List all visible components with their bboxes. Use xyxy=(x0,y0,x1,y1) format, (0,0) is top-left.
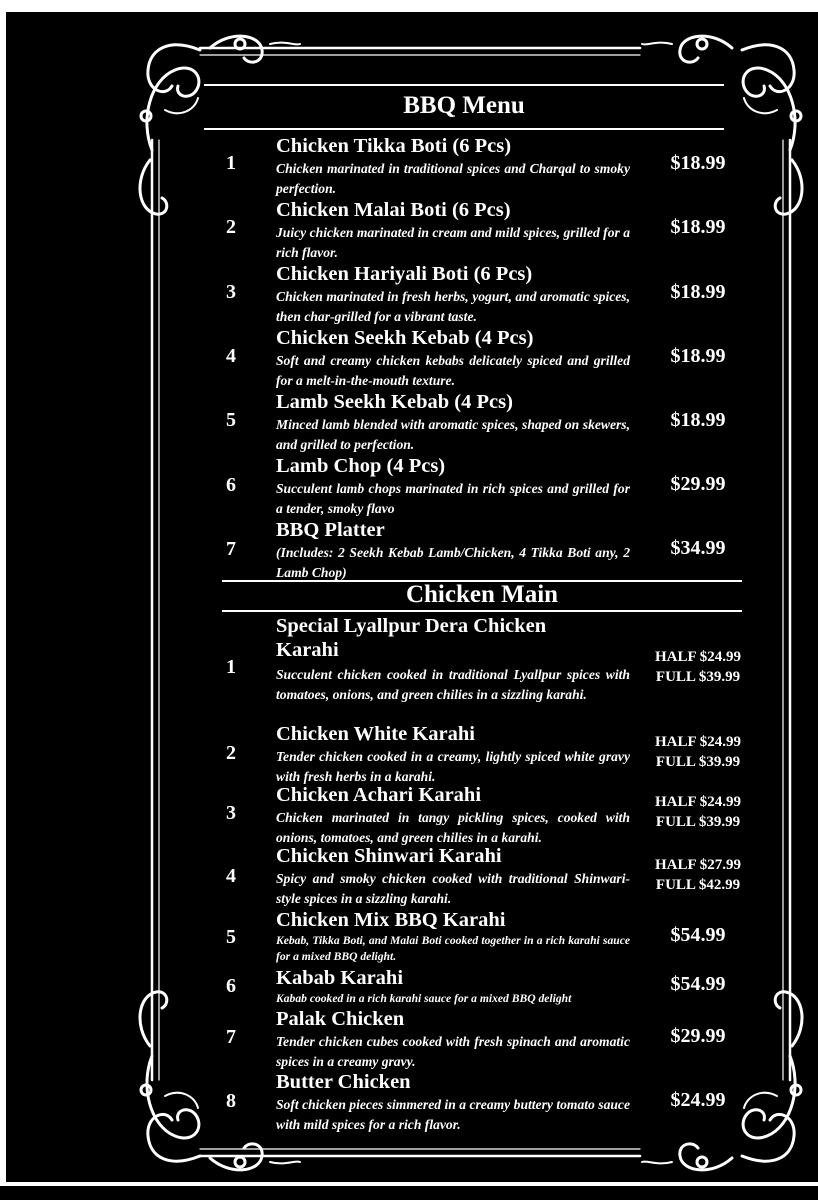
full-price: FULL $39.99 xyxy=(655,813,741,830)
title-rule-top xyxy=(204,84,724,86)
item-description: Chicken marinated in tangy pickling spices, cooked with onions, tomatoes, and green chilies in a karahi. xyxy=(276,810,630,845)
item-price: $29.99 xyxy=(670,1025,726,1047)
full-price: FULL $39.99 xyxy=(655,753,741,770)
item-name: Chicken White Karahi xyxy=(276,723,475,745)
item-number: 6 xyxy=(226,474,236,496)
section-title-bbq: BBQ Menu xyxy=(403,92,525,119)
item-description: (Includes: 2 Seekh Kebab Lamb/Chicken, 4 Tikka Boti any, 2 Lamb Chop) xyxy=(276,545,630,580)
item-price: $18.99 xyxy=(670,345,726,367)
item-name: Chicken Mix BBQ Karahi xyxy=(276,909,506,931)
item-description: Chicken marinated in traditional spices and Charqal to smoky perfection. xyxy=(276,161,630,196)
item-description: Juicy chicken marinated in cream and mild spices, grilled for a rich flavor. xyxy=(276,225,630,260)
item-description: Chicken marinated in fresh herbs, yogurt, and aromatic spices, then char-grilled for a vibrant taste. xyxy=(276,289,630,324)
item-name: Lamb Seekh Kebab (4 Pcs) xyxy=(276,391,513,413)
item-name: BBQ Platter xyxy=(276,519,385,541)
item-number: 7 xyxy=(226,538,236,560)
item-name: Chicken Malai Boti (6 Pcs) xyxy=(276,199,511,221)
item-number: 3 xyxy=(226,281,236,303)
item-number: 2 xyxy=(226,216,236,238)
item-price: $29.99 xyxy=(670,473,726,495)
item-price: $18.99 xyxy=(670,409,726,431)
item-name: Special Lyallpur Dera Chicken Karahi xyxy=(276,615,547,661)
item-number: 5 xyxy=(226,409,236,431)
section-title-chicken-main: Chicken Main xyxy=(405,581,559,608)
item-price: $54.99 xyxy=(670,924,726,946)
item-description: Kabab cooked in a rich karahi sauce for a mixed BBQ delight xyxy=(276,992,572,1005)
item-name: Butter Chicken xyxy=(276,1071,411,1093)
item-name: Lamb Chop (4 Pcs) xyxy=(276,455,446,477)
item-name: Chicken Hariyali Boti (6 Pcs) xyxy=(276,263,533,285)
item-price-options xyxy=(640,648,756,687)
item-number: 8 xyxy=(226,1090,236,1112)
title-rule-bottom xyxy=(204,128,724,130)
item-description: Soft and creamy chicken kebabs delicately spiced and grilled for a melt-in-the-mouth texture. xyxy=(276,353,630,388)
item-number: 6 xyxy=(226,975,236,997)
item-number: 1 xyxy=(226,152,236,174)
half-price: HALF $27.99 xyxy=(654,857,742,873)
item-name: Palak Chicken xyxy=(276,1008,405,1030)
item-number: 2 xyxy=(226,742,236,764)
item-price: $34.99 xyxy=(670,537,726,559)
item-number: 1 xyxy=(226,656,236,678)
item-description: Kebab, Tikka Boti, and Malai Boti cooked together in a rich karahi sauce for a mixed BBQ delight. xyxy=(276,934,630,963)
item-name: Chicken Shinwari Karahi xyxy=(276,845,502,867)
half-price: HALF $24.99 xyxy=(654,734,742,750)
item-name: Chicken Achari Karahi xyxy=(276,784,482,806)
item-number: 4 xyxy=(226,865,236,887)
item-price: $18.99 xyxy=(670,281,726,303)
item-number: 4 xyxy=(226,345,236,367)
item-number: 5 xyxy=(226,926,236,948)
item-price: $18.99 xyxy=(670,152,726,174)
item-price: $54.99 xyxy=(670,973,726,995)
full-price: FULL $39.99 xyxy=(655,668,741,685)
item-price-options xyxy=(640,733,756,772)
item-number: 3 xyxy=(226,802,236,824)
section-divider-bottom xyxy=(222,610,742,612)
item-number: 7 xyxy=(226,1026,236,1048)
half-price: HALF $24.99 xyxy=(654,794,742,810)
item-description: Soft chicken pieces simmered in a creamy buttery tomato sauce with mild spices for a rich flavor. xyxy=(276,1097,630,1132)
item-description: Tender chicken cooked in a creamy, lightly spiced white gravy with fresh herbs in a karahi. xyxy=(276,749,630,784)
item-description: Succulent chicken cooked in traditional Lyallpur spices with tomatoes, onions, and green chilies in a sizzling karahi. xyxy=(276,667,630,702)
item-description: Tender chicken cubes cooked with fresh spinach and aromatic spices in a creamy gravy. xyxy=(276,1034,630,1069)
item-name: Chicken Seekh Kebab (4 Pcs) xyxy=(276,327,534,349)
item-name: Chicken Tikka Boti (6 Pcs) xyxy=(276,135,512,157)
item-price-options xyxy=(640,793,756,832)
item-price: $18.99 xyxy=(670,216,726,238)
item-description: Succulent lamb chops marinated in rich spices and grilled for a tender, smoky flavo xyxy=(276,481,630,516)
item-name: Kabab Karahi xyxy=(276,967,404,989)
half-price: HALF $24.99 xyxy=(654,649,742,665)
item-price-options xyxy=(640,856,756,895)
full-price: FULL $42.99 xyxy=(655,876,741,893)
item-description: Spicy and smoky chicken cooked with traditional Shinwari-style spices in a sizzling karahi. xyxy=(276,871,630,906)
item-price: $24.99 xyxy=(670,1089,726,1111)
item-description: Minced lamb blended with aromatic spices, shaped on skewers, and grilled to perfection. xyxy=(276,417,630,452)
